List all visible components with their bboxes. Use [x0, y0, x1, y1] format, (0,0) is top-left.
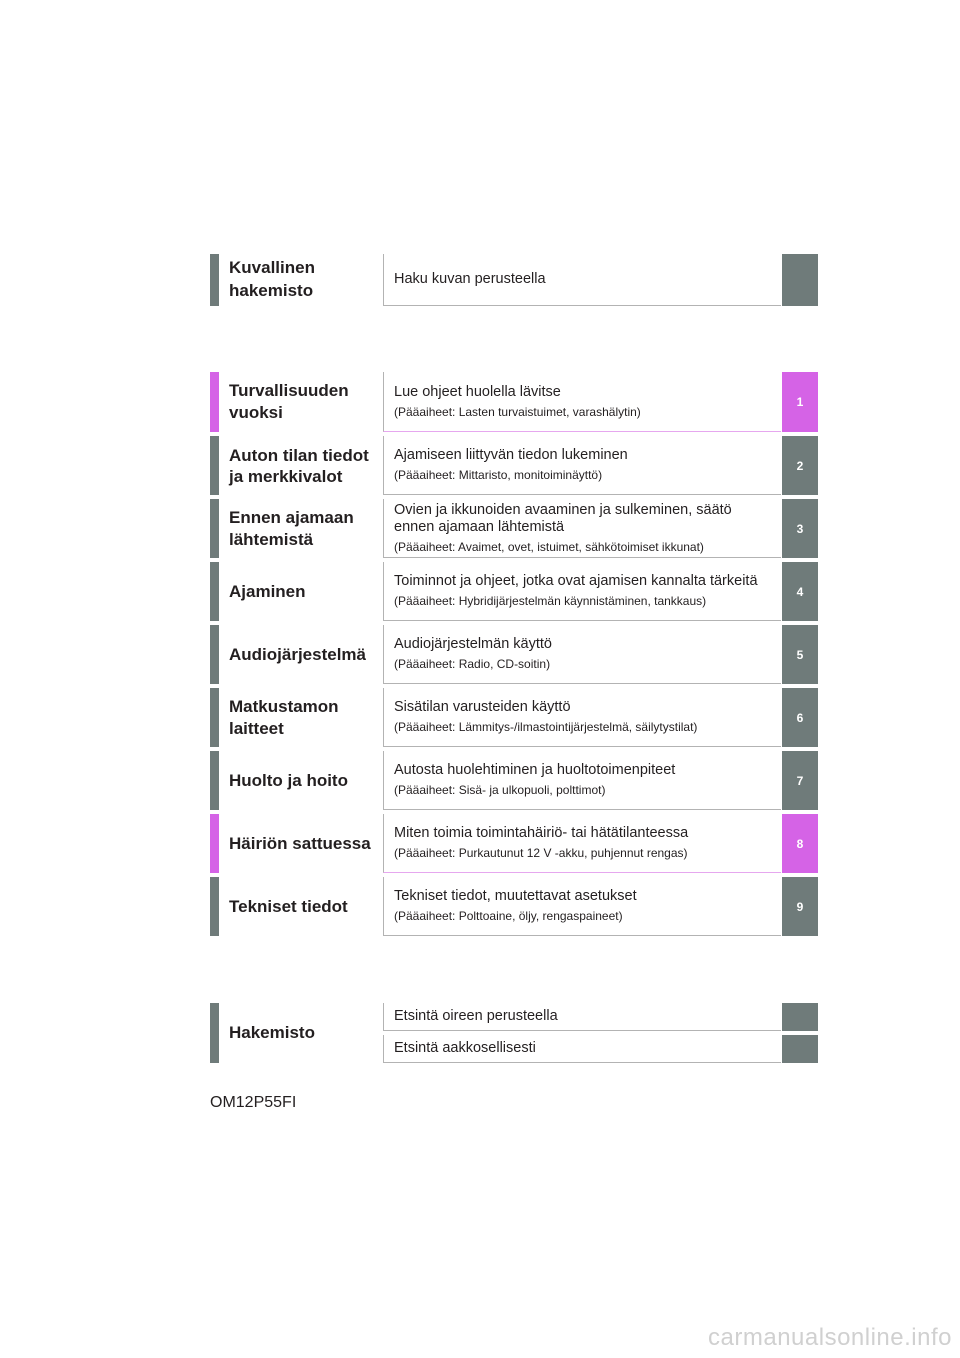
chapter-main-text: Ovien ja ikkunoiden avaaminen ja sulkeminen, säätö ennen ajamaan lähtemistä [394, 501, 732, 535]
chapter-desc [383, 436, 781, 495]
chapter-main-text: Autosta huolehtiminen ja huoltotoimenpiteet [394, 762, 676, 778]
chapter-title-text: Ennen ajamaan lähtemistä [229, 507, 354, 549]
document-code: OM12P55FI [210, 1094, 297, 1111]
chapter-subtopics: (Pääaiheet: Polttoaine, öljy, rengaspaineet) [394, 909, 623, 923]
watermark: carmanualsonline.info [708, 1324, 952, 1351]
chapter-tab-4[interactable]: 4 [782, 562, 818, 621]
chapter-row-5[interactable] [210, 625, 818, 684]
chapter-main-text: Miten toimia toimintahäiriö- tai hätätilanteessa [394, 825, 689, 841]
row-marker-bar [210, 436, 219, 495]
chapter-desc [383, 499, 781, 558]
chapter-row-6[interactable] [210, 688, 818, 747]
chapter-subtopics: (Pääaiheet: Radio, CD-soitin) [394, 657, 551, 671]
chapter-desc [383, 877, 781, 936]
row-marker-bar [210, 814, 219, 873]
chapter-subtopics: (Pääaiheet: Hybridijärjestelmän käynnistäminen, tankkaus) [394, 594, 707, 608]
index-tab[interactable] [782, 1003, 818, 1031]
chapter-subtopics: (Pääaiheet: Lämmitys-/ilmastointijärjestelmä, säilytystilat) [394, 720, 698, 734]
chapter-tab-3[interactable]: 3 [782, 499, 818, 558]
row-marker-bar [210, 877, 219, 936]
chapter-title-text: Huolto ja hoito [229, 770, 348, 790]
row-marker-bar [210, 254, 219, 306]
chapter-main-text: Toiminnot ja ohjeet, jotka ovat ajamisen kannalta tärkeitä [394, 573, 758, 589]
chapter-row-9[interactable] [210, 877, 818, 936]
row-marker-bar [210, 499, 219, 558]
chapter-row-4[interactable] [210, 562, 818, 621]
index-item-desc [383, 1003, 781, 1031]
chapter-title-text: Tekniset tiedot [229, 896, 348, 916]
chapter-main-text: Audiojärjestelmän käyttö [394, 636, 552, 652]
chapter-title-text: Matkustamon laitteet [229, 696, 339, 738]
chapter-main-text: Tekniset tiedot, muutettavat asetukset [394, 888, 637, 904]
chapter-title [229, 625, 383, 684]
chapter-subtopics: (Pääaiheet: Mittaristo, monitoiminäyttö) [394, 468, 603, 482]
chapter-tab-7[interactable]: 7 [782, 751, 818, 810]
chapter-desc [383, 372, 781, 432]
chapter-desc [383, 688, 781, 747]
chapter-tab-6[interactable]: 6 [782, 688, 818, 747]
chapter-title [229, 499, 383, 558]
chapter-title [229, 436, 383, 495]
chapter-title-text: Audiojärjestelmä [229, 644, 366, 664]
chapter-desc [383, 751, 781, 810]
row-marker-bar [210, 372, 219, 432]
chapter-row-3[interactable] [210, 499, 818, 558]
chapter-row-7[interactable] [210, 751, 818, 810]
chapter-desc [383, 814, 781, 873]
chapter-row-1[interactable] [210, 372, 818, 432]
chapter-tab-8[interactable]: 8 [782, 814, 818, 873]
index-item-desc [383, 1035, 781, 1063]
index-item-alphabetical[interactable] [383, 1035, 818, 1063]
chapter-title-text: Häiriön sattuessa [229, 833, 371, 853]
row-marker-bar [210, 1003, 219, 1063]
index-title: Hakemisto [229, 1023, 315, 1042]
pictorial-index-tab[interactable] [782, 254, 818, 306]
index-item-text: Etsintä oireen perusteella [394, 1008, 558, 1024]
chapter-tab-5[interactable]: 5 [782, 625, 818, 684]
chapter-title-text: Ajaminen [229, 581, 306, 601]
index-item-text: Etsintä aakkosellisesti [394, 1040, 536, 1056]
pictorial-index-title [229, 252, 383, 306]
index-item-symptom[interactable] [383, 1003, 818, 1031]
chapter-subtopics: (Pääaiheet: Avaimet, ovet, istuimet, sähkötoimiset ikkunat) [394, 539, 704, 554]
pictorial-index-title-text: Kuvallinen hakemisto [229, 258, 315, 300]
index-tab[interactable] [782, 1035, 818, 1063]
pictorial-index-row[interactable] [210, 254, 818, 306]
chapter-main-text: Lue ohjeet huolella lävitse [394, 383, 561, 400]
chapter-desc [383, 625, 781, 684]
index-section [210, 1003, 383, 1063]
row-marker-bar [210, 625, 219, 684]
chapter-tab-9[interactable]: 9 [782, 877, 818, 936]
chapter-tab-1[interactable]: 1 [782, 372, 818, 432]
row-marker-bar [210, 751, 219, 810]
chapter-main-text: Sisätilan varusteiden käyttö [394, 699, 571, 715]
chapter-title [229, 814, 383, 873]
chapter-desc [383, 562, 781, 621]
chapter-subtopics: (Pääaiheet: Purkautunut 12 V -akku, puhjennut rengas) [394, 846, 688, 860]
chapter-title [229, 372, 383, 432]
chapter-subtopics: (Pääaiheet: Sisä- ja ulkopuoli, polttimot) [394, 783, 606, 797]
pictorial-index-desc-text: Haku kuvan perusteella [394, 271, 546, 287]
chapter-main-text: Ajamiseen liittyvän tiedon lukeminen [394, 447, 628, 463]
chapter-title [229, 688, 383, 747]
chapter-subtopics: (Pääaiheet: Lasten turvaistuimet, varashälytin) [394, 404, 641, 419]
chapter-title-text: Auton tilan tiedot ja merkkivalot [229, 445, 369, 486]
pictorial-index-desc [383, 254, 781, 306]
chapter-tab-2[interactable]: 2 [782, 436, 818, 495]
chapter-title [229, 877, 383, 936]
row-marker-bar [210, 688, 219, 747]
chapter-row-8[interactable] [210, 814, 818, 873]
chapter-title [229, 562, 383, 621]
chapter-title [229, 751, 383, 810]
chapter-row-2[interactable] [210, 436, 818, 495]
row-marker-bar [210, 562, 219, 621]
chapter-title-text: Turvallisuuden vuoksi [229, 381, 349, 422]
